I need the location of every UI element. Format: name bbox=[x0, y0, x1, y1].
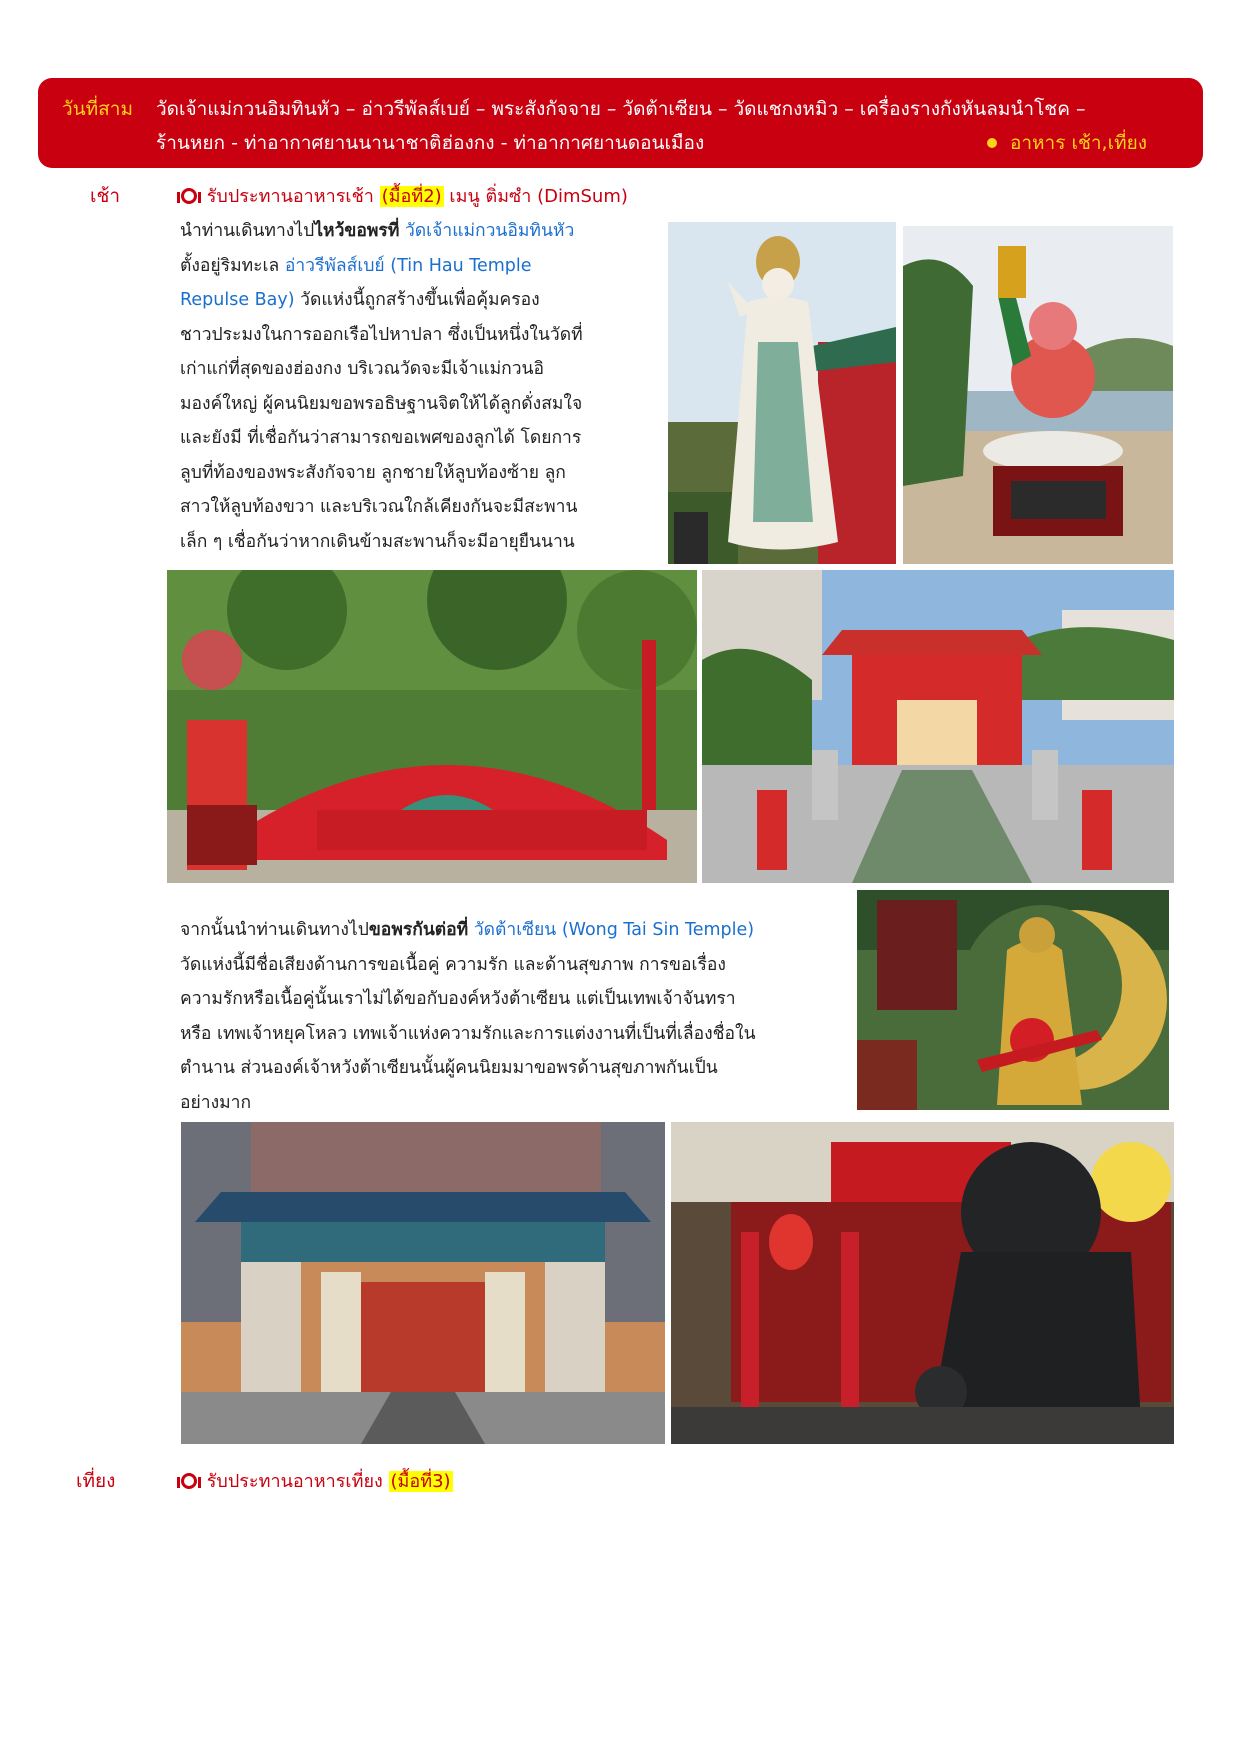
itinerary-line-2: ร้านหยก - ท่าอากาศยานนานาชาติฮ่องกง - ท่าอากาศยานดอนเมือง bbox=[156, 132, 705, 154]
plate-cutlery-icon bbox=[181, 1473, 197, 1489]
breakfast-text: รับประทานอาหารเช้า bbox=[206, 186, 374, 207]
text-line: เก่าแก่ที่สุดของฮ่องกง บริเวณวัดจะมีเจ้าแม่กวนอิ bbox=[180, 359, 545, 379]
laughing-buddha-photo bbox=[903, 226, 1173, 564]
time-label-morning: เช้า bbox=[90, 185, 121, 207]
text: จากนั้นนำท่านเดินทางไป bbox=[180, 920, 369, 940]
temple-name-link: อ่าวรีพัลส์เบย์ (Tin Hau Temple bbox=[284, 255, 532, 276]
emphasis: ขอพรกันต่อที่ bbox=[368, 920, 469, 940]
text-line: วัดแห่งนี้มีชื่อเสียงด้านการขอเนื้อคู่ ความรัก และด้านสุขภาพ การขอเรื่อง bbox=[180, 954, 726, 975]
moon-god-statue-photo bbox=[857, 890, 1169, 1110]
guanyin-statue-photo bbox=[668, 222, 896, 564]
plate-cutlery-icon bbox=[181, 188, 197, 204]
temple-name-link: วัดต้าเซียน (Wong Tai Sin Temple) bbox=[473, 920, 755, 940]
day-header bbox=[38, 78, 1203, 168]
itinerary-line-1: วัดเจ้าแม่กวนอิมทินหัว – อ่าวรีพัลส์เบย์ – พระสังกัจจาย – วัดต้าเซียน – วัดแชกงหมิว – เครื่องรางกังหันลมนำโชค – bbox=[156, 98, 1086, 120]
breakfast-meal-number: (มื้อที่2) bbox=[381, 186, 442, 207]
time-label-noon: เที่ยง bbox=[76, 1470, 116, 1492]
meals-summary bbox=[984, 128, 1147, 158]
text-line: ตำนาน ส่วนองค์เจ้าหวังต้าเซียนนั้นผู้คนนิยมมาขอพรด้านสุขภาพกันเป็น bbox=[180, 1058, 718, 1078]
breakfast-menu: เมนู ติ่มซำ (DimSum) bbox=[449, 186, 628, 207]
text-line: ลูบที่ท้องของพระสังกัจจาย ลูกชายให้ลูบท้องซ้าย ลูก bbox=[180, 462, 566, 483]
plate-cutlery-icon bbox=[984, 135, 1000, 151]
emphasis: ไหว้ขอพรที่ bbox=[314, 221, 400, 241]
wong-tai-sin-paragraph bbox=[180, 913, 860, 1120]
text-line: มองค์ใหญ่ ผู้คนนิยมขอพรอธิษฐานจิตให้ได้ลูกดั่งสมใจ bbox=[180, 393, 583, 414]
text-line: เล็ก ๆ เชื่อกันว่าหากเดินข้ามสะพานก็จะมีอายุยืนนาน bbox=[180, 531, 575, 552]
text: ตั้งอยู่ริมทะเล bbox=[180, 255, 280, 276]
text-line: ชาวประมงในการออกเรือไปหาปลา ซึ่งเป็นหนึ่งในวัดที่ bbox=[180, 324, 583, 345]
lunch-line bbox=[181, 1466, 453, 1495]
text: นำท่านเดินทางไป bbox=[180, 221, 315, 241]
tin-hau-paragraph bbox=[180, 214, 650, 559]
text-line: และยังมี ที่เชื่อกันว่าสามารถขอเพศของลูกได้ โดยการ bbox=[180, 428, 582, 448]
text-line: หรือ เทพเจ้าหยุคโหลว เทพเจ้าแห่งความรักและการแต่งงานที่เป็นที่เลื่องชื่อใน bbox=[180, 1023, 756, 1044]
lunch-meal-number: (มื้อที่3) bbox=[390, 1471, 451, 1492]
text: วัดแห่งนี้ถูกสร้างขึ้นเพื่อคุ้มครอง bbox=[300, 290, 540, 310]
text-line: ความรักหรือเนื้อคู่นั้นเราไม่ได้ขอกับองค์หวังต้าเซียน แต่เป็นเทพเจ้าจันทรา bbox=[180, 989, 736, 1009]
longevity-bridge-photo bbox=[167, 570, 697, 883]
wong-tai-sin-gate-photo bbox=[181, 1122, 665, 1444]
temple-name-link: วัดเจ้าแม่กวนอิมทินหัว bbox=[404, 221, 575, 241]
tin-hau-temple-gate-photo bbox=[702, 570, 1174, 883]
lunch-text: รับประทานอาหารเที่ยง bbox=[206, 1471, 383, 1492]
breakfast-line bbox=[181, 181, 628, 210]
text-line: อย่างมาก bbox=[180, 1092, 252, 1113]
bronze-lion-photo bbox=[671, 1122, 1174, 1444]
meals-summary-text: อาหาร เช้า,เที่ยง bbox=[1009, 132, 1147, 154]
temple-name-link: Repulse Bay) bbox=[180, 290, 295, 310]
day-label: วันที่สาม bbox=[62, 98, 133, 120]
text-line: สาวให้ลูบท้องขวา และบริเวณใกล้เคียงกันจะมีสะพาน bbox=[180, 497, 578, 517]
